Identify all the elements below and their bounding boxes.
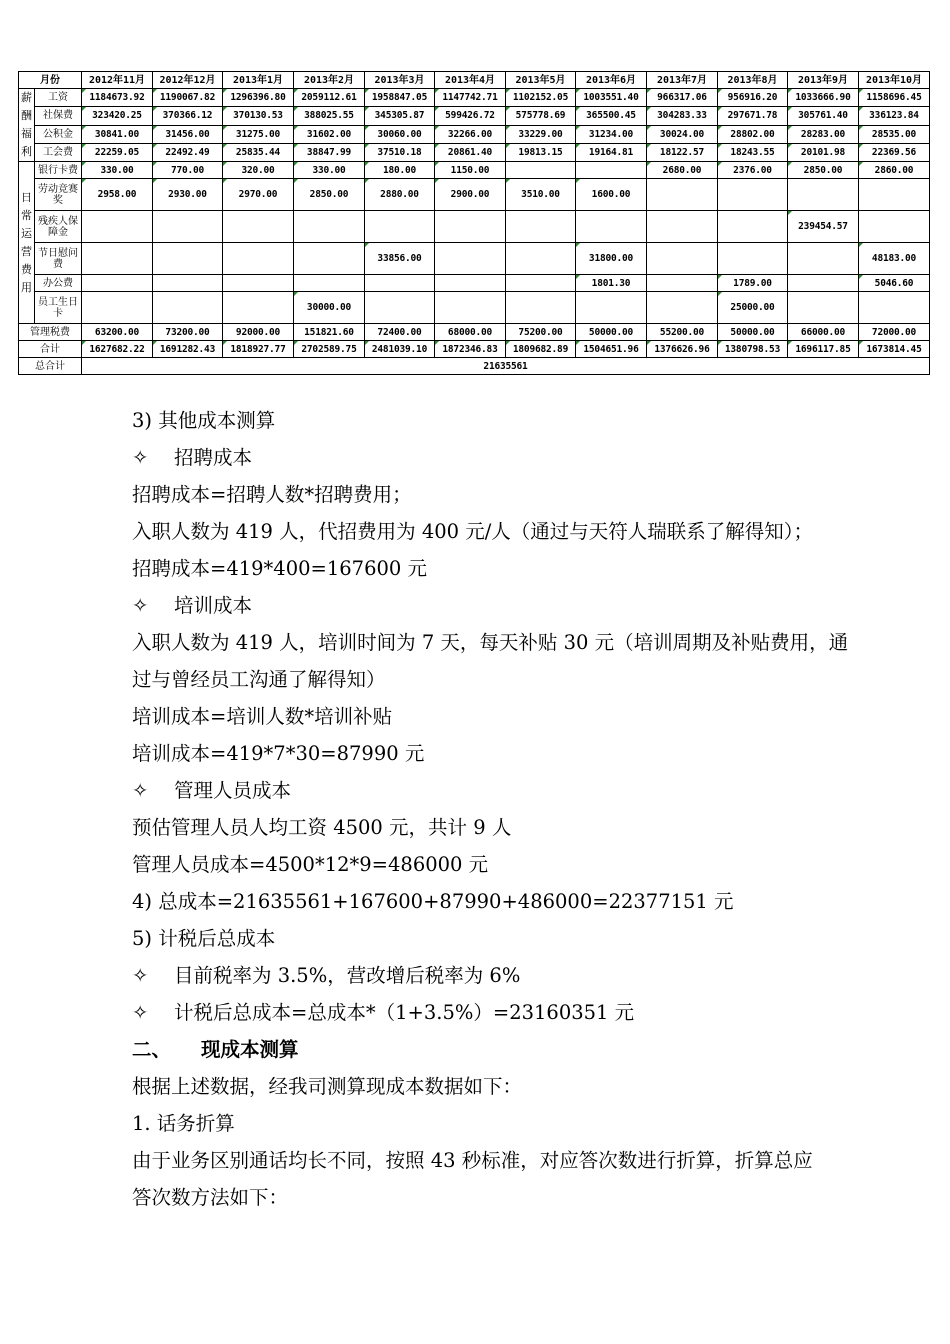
value-cell: 365500.45 xyxy=(576,107,647,125)
value-cell: 323420.25 xyxy=(82,107,153,125)
row-label: 工资 xyxy=(35,89,82,107)
row-label: 工会费 xyxy=(35,143,82,161)
value-cell: 370130.53 xyxy=(223,107,294,125)
month-header: 2013年10月 xyxy=(859,72,930,89)
value-cell xyxy=(223,243,294,275)
table-row xyxy=(19,125,930,143)
value-cell: 1380798.53 xyxy=(718,341,788,358)
value-cell: 1003551.40 xyxy=(576,89,647,107)
paragraph: 5) 计税后总成本 xyxy=(132,927,276,950)
table-row xyxy=(19,292,930,324)
value-cell xyxy=(859,292,930,324)
value-cell: 1600.00 xyxy=(576,179,647,211)
value-cell xyxy=(223,275,294,292)
value-cell: 72000.00 xyxy=(859,324,930,341)
value-cell: 20101.98 xyxy=(788,143,859,161)
value-cell: 1150.00 xyxy=(435,162,506,179)
value-cell xyxy=(506,275,576,292)
row-label: 劳动竞赛奖 xyxy=(35,179,82,211)
value-cell: 180.00 xyxy=(365,162,435,179)
value-cell xyxy=(647,275,718,292)
value-cell: 2850.00 xyxy=(788,162,859,179)
value-cell: 1696117.85 xyxy=(788,341,859,358)
value-cell: 330.00 xyxy=(294,162,365,179)
subtotal-label: 合计 xyxy=(19,341,82,358)
value-cell: 1789.00 xyxy=(718,275,788,292)
table-row xyxy=(19,211,930,243)
month-header: 2013年5月 xyxy=(506,72,576,89)
row-label: 银行卡费 xyxy=(35,162,82,179)
body-text xyxy=(132,402,902,1216)
group-label: 薪酬福利 xyxy=(19,89,35,162)
section-heading: 二、 现成本测算 xyxy=(132,1038,299,1061)
value-cell: 966317.06 xyxy=(647,89,718,107)
value-cell: 2702589.75 xyxy=(294,341,365,358)
value-cell xyxy=(82,243,153,275)
value-cell xyxy=(506,211,576,243)
value-cell: 68000.00 xyxy=(435,324,506,341)
value-cell: 575778.69 xyxy=(506,107,576,125)
value-cell: 1872346.83 xyxy=(435,341,506,358)
value-cell: 3510.00 xyxy=(506,179,576,211)
value-cell: 31234.00 xyxy=(576,125,647,143)
value-cell: 25000.00 xyxy=(718,292,788,324)
value-cell: 330.00 xyxy=(82,162,153,179)
diamond-icon: ✧ xyxy=(132,446,149,469)
value-cell: 48183.00 xyxy=(859,243,930,275)
value-cell xyxy=(82,275,153,292)
row-label: 公积金 xyxy=(35,125,82,143)
table-row xyxy=(19,162,930,179)
value-cell xyxy=(153,292,223,324)
value-cell xyxy=(435,211,506,243)
value-cell xyxy=(718,243,788,275)
bullet-training: ✧ 培训成本 xyxy=(132,587,902,624)
value-cell xyxy=(365,275,435,292)
value-cell: 20861.40 xyxy=(435,143,506,161)
value-cell xyxy=(647,292,718,324)
table-row xyxy=(19,243,930,275)
value-cell: 50000.00 xyxy=(718,324,788,341)
value-cell: 25835.44 xyxy=(223,143,294,161)
bullet-tax-rate: ✧ 目前税率为 3.5%，营改增后税率为 6% xyxy=(132,957,902,994)
value-cell: 1673814.45 xyxy=(859,341,930,358)
value-cell: 345305.87 xyxy=(365,107,435,125)
value-cell: 30024.00 xyxy=(647,125,718,143)
value-cell: 1376626.96 xyxy=(647,341,718,358)
value-cell: 28802.00 xyxy=(718,125,788,143)
value-cell: 33229.00 xyxy=(506,125,576,143)
value-cell: 1504651.96 xyxy=(576,341,647,358)
value-cell: 305761.40 xyxy=(788,107,859,125)
month-header: 2013年3月 xyxy=(365,72,435,89)
diamond-icon: ✧ xyxy=(132,779,149,802)
section-3-title: 3) 其他成本测算 xyxy=(132,409,276,432)
value-cell xyxy=(506,243,576,275)
table-row xyxy=(19,89,930,107)
value-cell: 599426.72 xyxy=(435,107,506,125)
paragraph: 招聘成本=419*400=167600 元 xyxy=(132,557,428,580)
mgmt-label: 管理税费 xyxy=(19,324,82,341)
value-cell xyxy=(718,211,788,243)
value-cell: 1818927.77 xyxy=(223,341,294,358)
value-cell xyxy=(153,275,223,292)
value-cell xyxy=(506,292,576,324)
value-cell: 2970.00 xyxy=(223,179,294,211)
value-cell: 1801.30 xyxy=(576,275,647,292)
value-cell: 31456.00 xyxy=(153,125,223,143)
table-row xyxy=(19,107,930,125)
value-cell xyxy=(435,243,506,275)
value-cell: 37510.18 xyxy=(365,143,435,161)
value-cell: 30060.00 xyxy=(365,125,435,143)
value-cell: 18122.57 xyxy=(647,143,718,161)
month-header: 2012年11月 xyxy=(82,72,153,89)
value-cell: 1147742.71 xyxy=(435,89,506,107)
value-cell: 1296396.80 xyxy=(223,89,294,107)
diamond-icon: ✧ xyxy=(132,964,149,987)
paragraph: 入职人数为 419 人，代招费用为 400 元/人（通过与天符人瑞联系了解得知）； xyxy=(132,520,814,543)
value-cell: 2680.00 xyxy=(647,162,718,179)
value-cell xyxy=(647,179,718,211)
diamond-icon: ✧ xyxy=(132,1001,149,1024)
value-cell: 38847.99 xyxy=(294,143,365,161)
value-cell: 31602.00 xyxy=(294,125,365,143)
month-header-label: 月份 xyxy=(19,72,82,89)
value-cell: 75200.00 xyxy=(506,324,576,341)
value-cell: 2900.00 xyxy=(435,179,506,211)
value-cell: 22369.56 xyxy=(859,143,930,161)
paragraph: 根据上述数据，经我司测算现成本数据如下： xyxy=(132,1075,523,1098)
row-label: 社保费 xyxy=(35,107,82,125)
value-cell: 55200.00 xyxy=(647,324,718,341)
diamond-icon: ✧ xyxy=(132,594,149,617)
value-cell: 73200.00 xyxy=(153,324,223,341)
month-header: 2012年12月 xyxy=(153,72,223,89)
value-cell: 1033666.90 xyxy=(788,89,859,107)
value-cell: 2059112.61 xyxy=(294,89,365,107)
value-cell xyxy=(294,211,365,243)
value-cell: 18243.55 xyxy=(718,143,788,161)
value-cell: 1158696.45 xyxy=(859,89,930,107)
value-cell xyxy=(365,211,435,243)
row-label: 办公费 xyxy=(35,275,82,292)
value-cell xyxy=(435,292,506,324)
value-cell: 770.00 xyxy=(153,162,223,179)
value-cell xyxy=(788,243,859,275)
value-cell: 63200.00 xyxy=(82,324,153,341)
group-label: 日常运营费用 xyxy=(19,162,35,324)
value-cell: 2481039.10 xyxy=(365,341,435,358)
value-cell: 2860.00 xyxy=(859,162,930,179)
cost-table xyxy=(18,71,930,375)
value-cell xyxy=(153,211,223,243)
value-cell xyxy=(647,211,718,243)
table-row xyxy=(19,341,930,358)
value-cell xyxy=(788,179,859,211)
value-cell xyxy=(506,162,576,179)
value-cell xyxy=(576,162,647,179)
value-cell: 320.00 xyxy=(223,162,294,179)
value-cell xyxy=(788,275,859,292)
row-label: 残疾人保障金 xyxy=(35,211,82,243)
paragraph: 培训成本=419*7*30=87990 元 xyxy=(132,742,425,765)
value-cell: 388025.55 xyxy=(294,107,365,125)
paragraph: 招聘成本=招聘人数*招聘费用； xyxy=(132,483,412,506)
value-cell: 1809682.89 xyxy=(506,341,576,358)
value-cell: 2930.00 xyxy=(153,179,223,211)
value-cell xyxy=(576,292,647,324)
value-cell: 66000.00 xyxy=(788,324,859,341)
table-row xyxy=(19,324,930,341)
value-cell: 304283.33 xyxy=(647,107,718,125)
value-cell: 92000.00 xyxy=(223,324,294,341)
table-row xyxy=(19,143,930,161)
value-cell: 239454.57 xyxy=(788,211,859,243)
value-cell xyxy=(294,275,365,292)
value-cell xyxy=(82,292,153,324)
paragraph: 预估管理人员人均工资 4500 元，共计 9 人 xyxy=(132,816,512,839)
value-cell xyxy=(223,292,294,324)
value-cell xyxy=(294,243,365,275)
value-cell xyxy=(223,211,294,243)
value-cell: 336123.84 xyxy=(859,107,930,125)
bullet-recruit: ✧ 招聘成本 xyxy=(132,439,902,476)
value-cell: 32266.00 xyxy=(435,125,506,143)
paragraph: 答次数方法如下： xyxy=(132,1186,289,1209)
value-cell: 31275.00 xyxy=(223,125,294,143)
month-header: 2013年4月 xyxy=(435,72,506,89)
value-cell: 1102152.05 xyxy=(506,89,576,107)
paragraph: 入职人数为 419 人，培训时间为 7 天，每天补贴 30 元（培训周期及补贴费用，通 xyxy=(132,631,849,654)
value-cell xyxy=(859,179,930,211)
value-cell xyxy=(365,292,435,324)
paragraph: 由于业务区别通话均长不同，按照 43 秒标准，对应答次数进行折算，折算总应 xyxy=(132,1149,813,1172)
value-cell xyxy=(576,211,647,243)
value-cell: 1184673.92 xyxy=(82,89,153,107)
row-label: 节日慰问费 xyxy=(35,243,82,275)
value-cell: 2958.00 xyxy=(82,179,153,211)
value-cell: 28283.00 xyxy=(788,125,859,143)
grand-total-value: 21635561 xyxy=(82,358,930,375)
paragraph: 4) 总成本=21635561+167600+87990+486000=22377151 元 xyxy=(132,890,734,913)
value-cell: 956916.20 xyxy=(718,89,788,107)
value-cell: 30000.00 xyxy=(294,292,365,324)
value-cell: 1190067.82 xyxy=(153,89,223,107)
value-cell xyxy=(788,292,859,324)
table-row xyxy=(19,358,930,375)
value-cell: 2850.00 xyxy=(294,179,365,211)
value-cell: 1958847.05 xyxy=(365,89,435,107)
table-row xyxy=(19,275,930,292)
value-cell: 72400.00 xyxy=(365,324,435,341)
value-cell: 151821.60 xyxy=(294,324,365,341)
value-cell xyxy=(435,275,506,292)
grand-total-label: 总合计 xyxy=(19,358,82,375)
table-row xyxy=(19,179,930,211)
bullet-after-tax: ✧ 计税后总成本=总成本*（1+3.5%）=23160351 元 xyxy=(132,994,902,1031)
value-cell: 31800.00 xyxy=(576,243,647,275)
value-cell: 2880.00 xyxy=(365,179,435,211)
value-cell xyxy=(859,211,930,243)
value-cell: 2376.00 xyxy=(718,162,788,179)
value-cell xyxy=(718,179,788,211)
row-label: 员工生日卡 xyxy=(35,292,82,324)
value-cell xyxy=(82,211,153,243)
value-cell: 370366.12 xyxy=(153,107,223,125)
value-cell: 28535.00 xyxy=(859,125,930,143)
value-cell: 22259.05 xyxy=(82,143,153,161)
month-header: 2013年8月 xyxy=(718,72,788,89)
value-cell xyxy=(647,243,718,275)
bullet-management: ✧ 管理人员成本 xyxy=(132,772,902,809)
month-header: 2013年9月 xyxy=(788,72,859,89)
month-header: 2013年6月 xyxy=(576,72,647,89)
month-header: 2013年7月 xyxy=(647,72,718,89)
value-cell: 19813.15 xyxy=(506,143,576,161)
month-header: 2013年2月 xyxy=(294,72,365,89)
month-header: 2013年1月 xyxy=(223,72,294,89)
value-cell: 297671.78 xyxy=(718,107,788,125)
value-cell: 1627682.22 xyxy=(82,341,153,358)
value-cell: 1691282.43 xyxy=(153,341,223,358)
value-cell: 50000.00 xyxy=(576,324,647,341)
paragraph: 过与曾经员工沟通了解得知） xyxy=(132,668,386,691)
value-cell: 22492.49 xyxy=(153,143,223,161)
value-cell: 30841.00 xyxy=(82,125,153,143)
table-row xyxy=(19,72,930,89)
value-cell: 5046.60 xyxy=(859,275,930,292)
value-cell: 33856.00 xyxy=(365,243,435,275)
paragraph: 管理人员成本=4500*12*9=486000 元 xyxy=(132,853,489,876)
paragraph: 培训成本=培训人数*培训补贴 xyxy=(132,705,393,728)
value-cell: 19164.81 xyxy=(576,143,647,161)
value-cell xyxy=(153,243,223,275)
paragraph: 1. 话务折算 xyxy=(132,1112,235,1135)
